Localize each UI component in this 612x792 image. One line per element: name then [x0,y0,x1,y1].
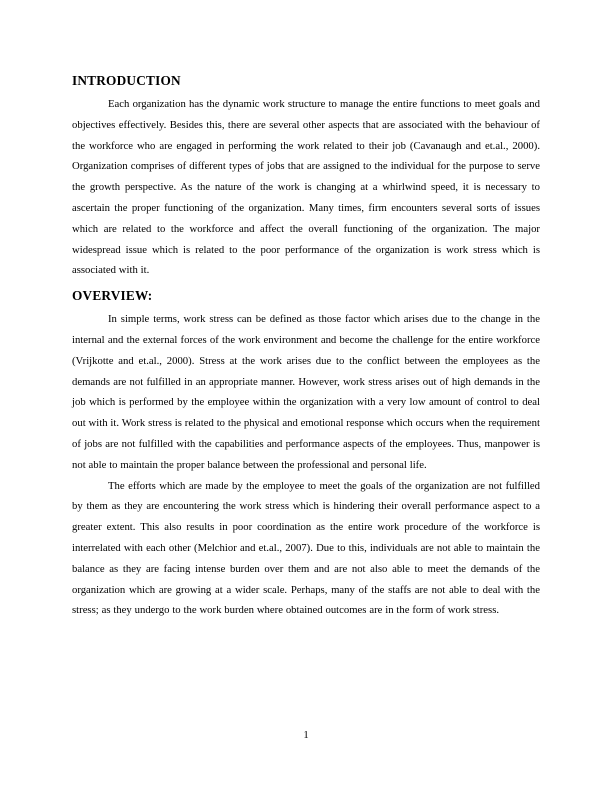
document-page [72,72,540,621]
introduction-paragraph: Each organization has the dynamic work structure to manage the entire functions to meet goals and objectives effectively. Besides this, there are several other aspects that are associated with the behaviour of the workforce who are engaged in performing the work related to their job (Cavanaugh and et.al., 2000). Organization comprises of different types of jobs that are assigned to the individual for the purpose to serve the growth perspective. As the nature of the work is changing at a whirlwind speed, it is necessary to ascertain the proper functioning of the organization. Many times, firm encounters several sorts of issues which are related to the workforce and affect the overall functioning of the organization. The major widespread issue which is related to the poor performance of the organization is work stress which is associated with it. [72,98,540,277]
introduction-heading: INTRODUCTION [72,73,181,88]
overview-paragraph-2: The efforts which are made by the employee to meet the goals of the organization are not fulfilled by them as they are encountering the work stress which is hindering their overall performance aspect to a greater extent. This also results in poor coordination as the entire work procedure of the workforce is interrelated with each other (Melchior and et.al., 2007). Due to this, individuals are not able to maintain the balance as they are facing intense burden over them and are not also able to meet the demands of the organization which are growing at a wider scale. Perhaps, many of the staffs are not able to deal with the stress; as they undergo to the work burden where obtained outcomes are in the form of work stress. [72,479,540,617]
page-number: 1 [303,729,309,741]
overview-heading: OVERVIEW: [72,288,153,304]
overview-paragraph-1: In simple terms, work stress can be defined as those factor which arises due to the change in the internal and the external forces of the work environment and become the challenge for the entire workforce (Vrijkotte and et.al., 2000). Stress at the work arises due to the conflict between the employees as the demands are not fulfilled in an appropriate manner. However, work stress arises out of high demands in the job which is performed by the employee within the organization with a very low amount of control to deal out with it. Work stress is related to the physical and emotional response which occurs when the requirement of jobs are not fulfilled with the capabilities and performance aspects of the employees. Thus, manpower is not able to maintain the proper balance between the professional and personal life. [72,313,540,471]
